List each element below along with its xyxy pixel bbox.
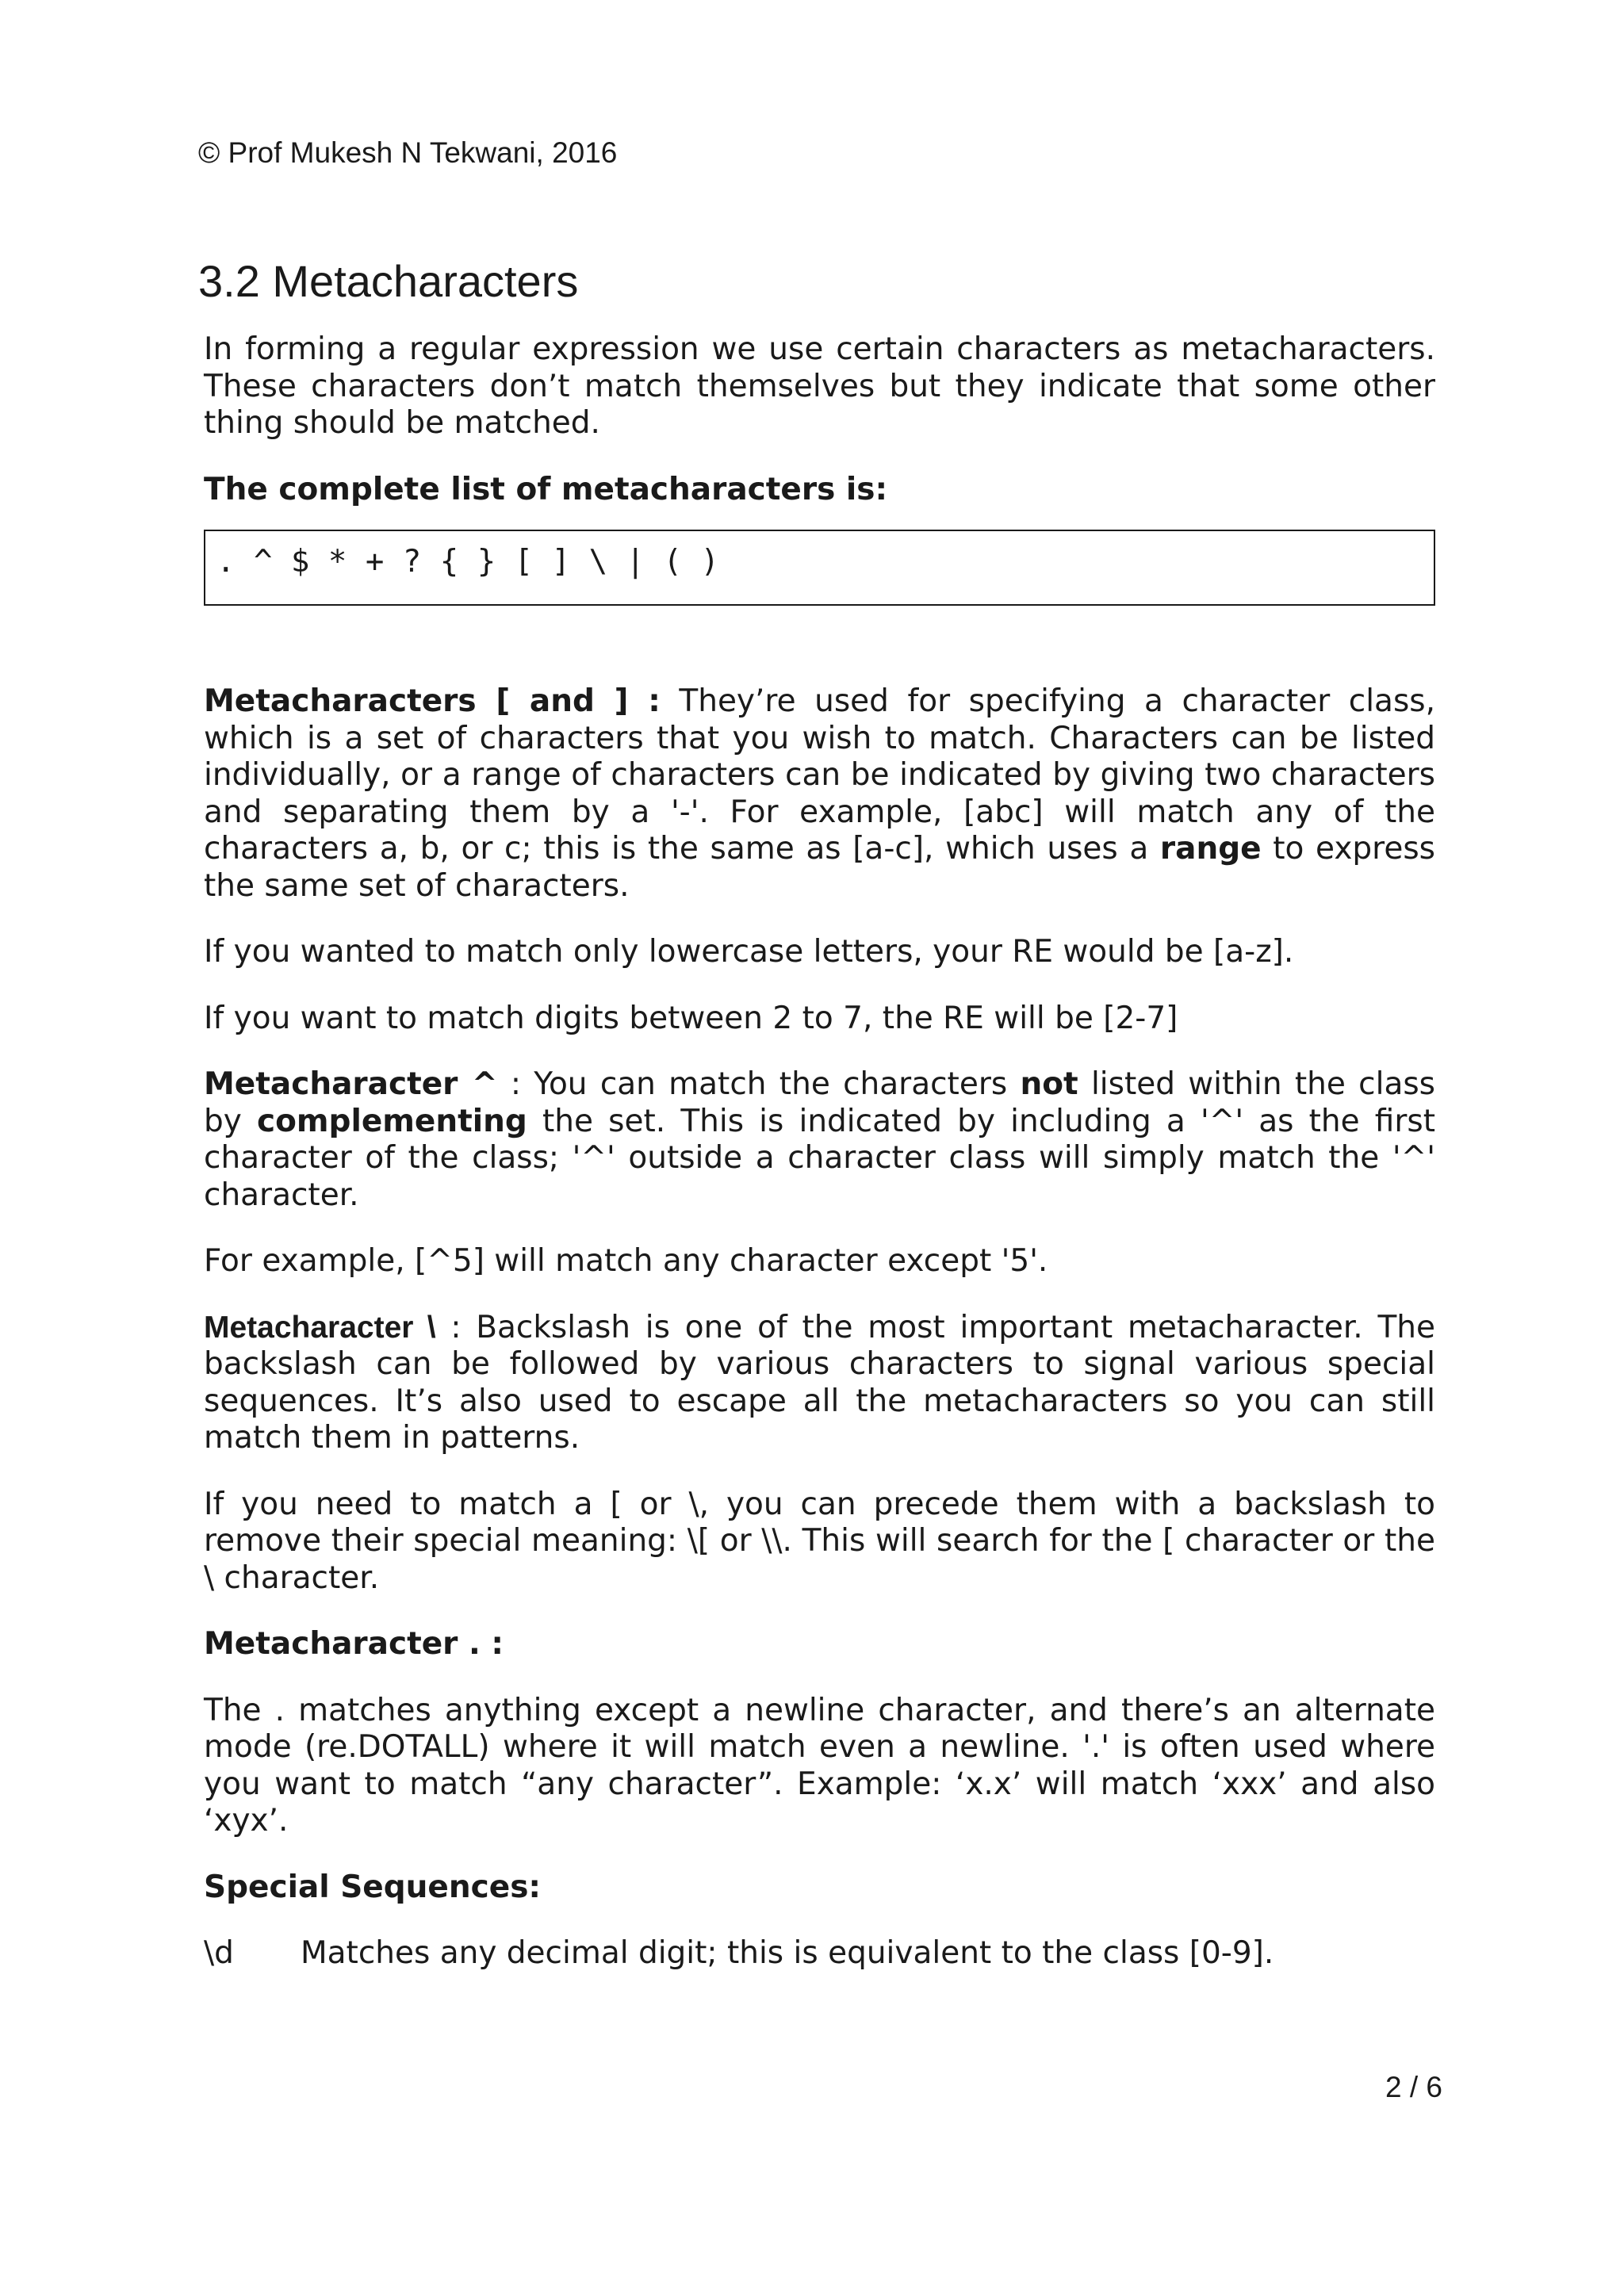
backslash-label: Metacharacter \ (204, 1310, 436, 1345)
document-body (204, 331, 1435, 1973)
metachar-list: . ^ $ * + ? { } [ ] \ | ( ) (216, 543, 719, 580)
dot-paragraph: The . matches anything except a newline character, and there’s an alternate mode (re.DOTALL) where it will match even a newline. '.' is often used where you want to match “any character”. Example: ‘x.x’ will match ‘xxx’ and also ‘xyx’. (204, 1692, 1435, 1839)
page-number: 2 / 6 (1385, 2071, 1442, 2103)
backslash-text: : Backslash is one of the most important metacharacter. The backslash can be followed by various characters to signal various special sequences. It’s also used to escape all the metacharacters so you can still match them in patterns. (204, 1309, 1436, 1456)
brackets-label: Metacharacters [ and ] : (204, 683, 661, 719)
range-word: range (1159, 831, 1262, 867)
digits-example: If you want to match digits between 2 to 7, the RE will be [2-7] (204, 1000, 1178, 1036)
sequence-code: \d (204, 1935, 234, 1971)
metachar-list-heading: The complete list of metacharacters is: (204, 471, 888, 507)
caret-label: Metacharacter ^ (204, 1066, 498, 1102)
not-word: not (1020, 1066, 1078, 1102)
special-sequence-item (204, 1935, 1435, 1973)
caret-paragraph (204, 1066, 1435, 1214)
brackets-paragraph (204, 683, 1435, 905)
lowercase-example: If you wanted to match only lowercase letters, your RE would be [a-z]. (204, 934, 1294, 970)
dot-label: Metacharacter . : (204, 1626, 504, 1662)
caret-example: For example, [^5] will match any character except '5'. (204, 1243, 1048, 1279)
backslash-paragraph (204, 1310, 1435, 1457)
section-title: 3.2 Metacharacters (198, 256, 579, 306)
brackets-text-2: to express the same set of characters. (204, 831, 1435, 904)
copyright-header: © Prof Mukesh N Tekwani, 2016 (198, 136, 618, 169)
intro-paragraph: In forming a regular expression we use certain characters as metacharacters. These characters don’t match themselves but they indicate that some other thing should be matched. (204, 331, 1435, 441)
caret-text-2: listed within the class by (204, 1066, 1435, 1139)
brackets-text-1: They’re used for specifying a character class, which is a set of characters that you wish to match. Characters can be listed individually, or a range of characters can be indicated by giving two characters and separating them by a '-'. For example, [abc] will match any of the characters a, b, or c; this is the same as [a-c], which uses a (204, 683, 1435, 867)
special-sequences-heading: Special Sequences: (204, 1869, 542, 1905)
complementing-word: complementing (257, 1103, 527, 1139)
caret-text-3: the set. This is indicated by including a '^' as the first character of the class; '^' outside a character class will simply match the '^' character. (204, 1103, 1436, 1213)
metachar-list-box (204, 530, 1435, 606)
sequence-description: Matches any decimal digit; this is equivalent to the class [0-9]. (301, 1935, 1274, 1971)
caret-text-1: : You can match the characters (497, 1066, 1021, 1102)
escape-paragraph: If you need to match a [ or \, you can precede them with a backslash to remove their special meaning: \[ or \\. This will search for the [ character or the \ character. (204, 1486, 1435, 1596)
